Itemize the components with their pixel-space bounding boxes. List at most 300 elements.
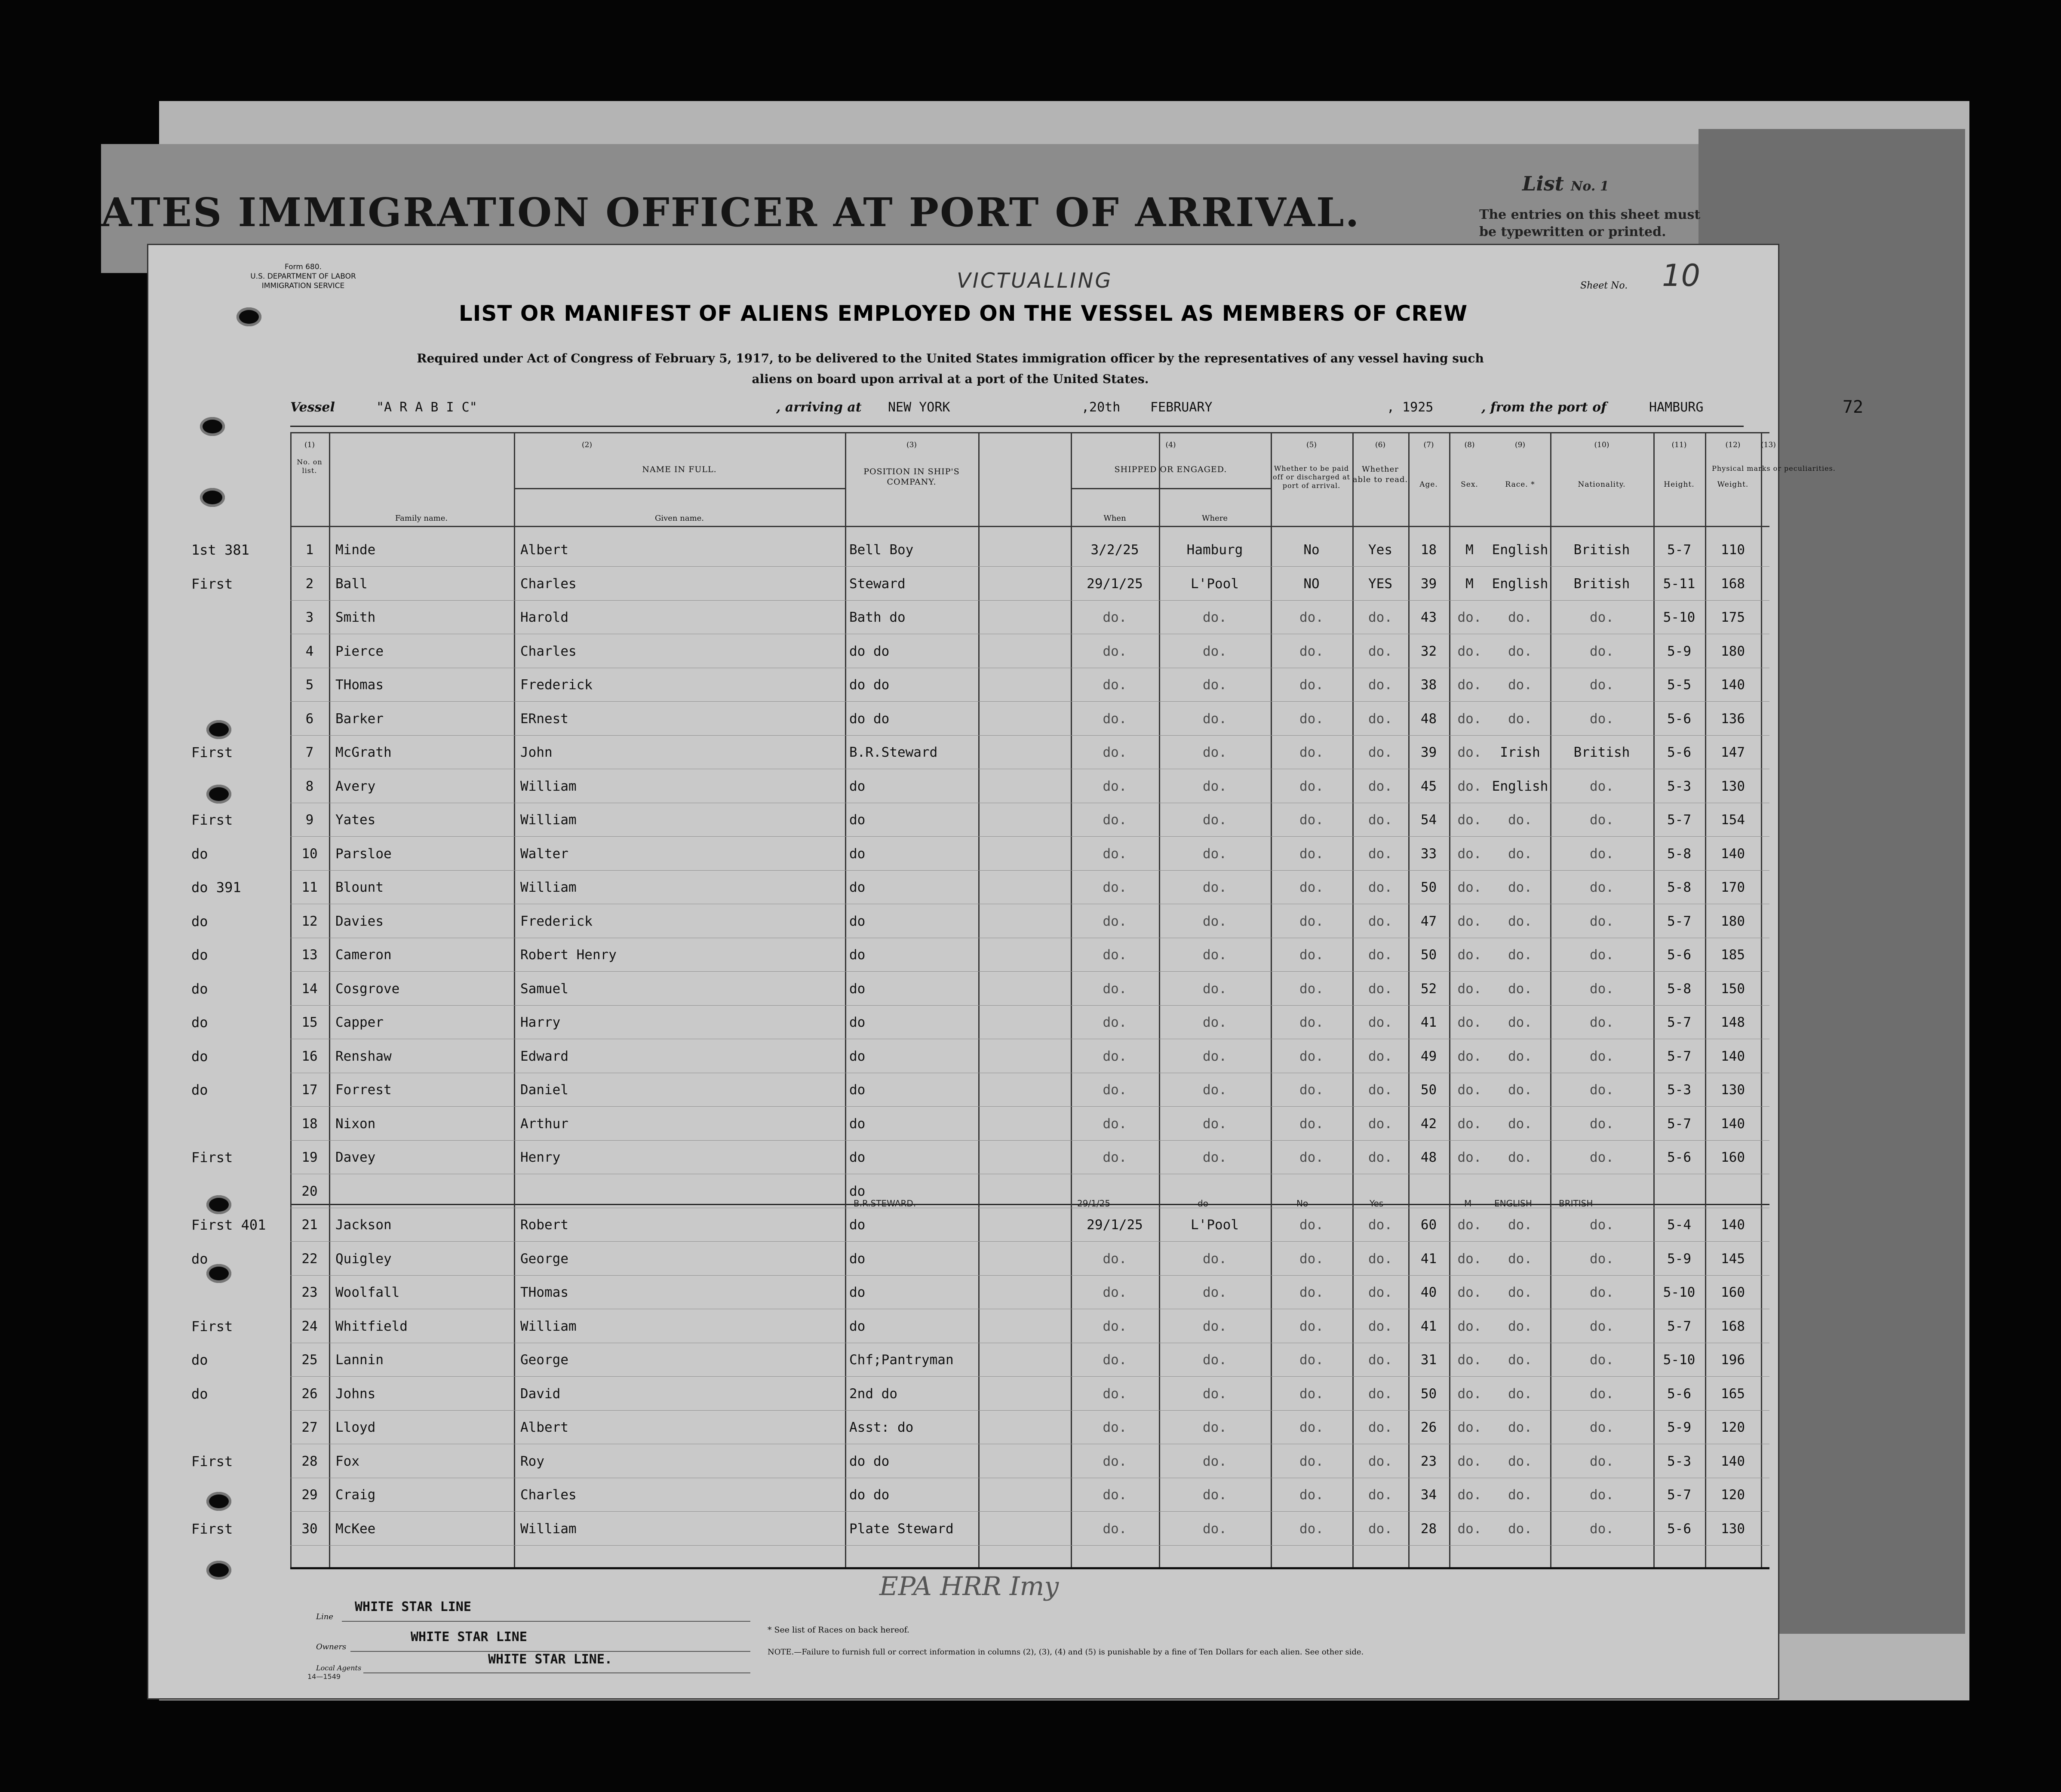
cell-paid: do. [1299,1285,1324,1300]
margin-note: do [191,947,208,963]
table-row [290,1242,1769,1276]
cell-race: do. [1508,1318,1532,1334]
cell-family: Quigley [335,1251,392,1267]
table-row [290,938,1769,972]
cell-nationality: do. [1590,880,1614,895]
cell-paid: do. [1299,1487,1324,1503]
cell-age: 54 [1420,812,1437,828]
cell-height: 5-7 [1667,1048,1691,1064]
cell-weight: 140 [1721,1116,1745,1132]
cell-no: 28 [301,1453,318,1469]
table-row [290,736,1769,769]
table-row [290,567,1769,601]
cell-race: do. [1508,1386,1532,1402]
margin-note: 1st 381 [191,542,249,558]
cell-weight: 130 [1721,1082,1745,1098]
cell-given: Robert Henry [520,947,617,963]
cell-family: Nixon [335,1116,376,1132]
col-num-5: (5) [1306,441,1317,449]
table-row [290,1208,1769,1242]
cell-race: do. [1508,1487,1532,1503]
cell-position: do [849,880,866,895]
cell-paid: do. [1299,677,1324,693]
cell-given: Harry [520,1015,561,1030]
cell-sex: do. [1457,1420,1482,1435]
table-top-rule [290,432,1769,433]
margin-note: do [191,845,208,862]
cell-height: 5-8 [1667,846,1691,862]
cell-read: do. [1368,1318,1392,1334]
cell-height: 5-7 [1667,812,1691,828]
row-20-note-where: do [1198,1198,1208,1209]
row-20-note-race: ENGLISH [1494,1198,1532,1209]
cell-sex: do. [1457,1521,1482,1537]
table-row [290,1141,1769,1174]
cell-family: Minde [335,542,376,558]
cell-given: Walter [520,846,568,862]
owners-label: Owners [316,1642,347,1651]
cell-height: 5-8 [1667,981,1691,997]
cell-family: Lloyd [335,1420,376,1435]
cell-read: Yes [1368,542,1392,558]
cell-no: 19 [301,1150,318,1165]
cell-race: do. [1508,643,1532,659]
cell-age: 50 [1420,1082,1437,1098]
cell-position: do [849,1217,866,1233]
cell-family: Cosgrove [335,981,400,997]
cell-when: do. [1103,1048,1127,1064]
cell-family: Woolfall [335,1285,400,1300]
cell-position: Bath do [849,610,906,625]
header-name-in-full: NAME IN FULL. [642,465,717,474]
margin-note: do [191,1352,208,1368]
shipped-sub-rule [1071,488,1271,489]
cell-no: 10 [301,846,318,862]
cell-age: 33 [1420,846,1437,862]
margin-note: First [191,1520,233,1537]
cell-read: do. [1368,1116,1392,1132]
cell-paid: do. [1299,1082,1324,1098]
cell-where: do. [1203,610,1227,625]
cell-weight: 175 [1721,610,1745,625]
cell-where: do. [1203,846,1227,862]
cell-age: 41 [1420,1015,1437,1030]
table-row [290,905,1769,938]
cell-weight: 165 [1721,1386,1745,1402]
cell-weight: 160 [1721,1150,1745,1165]
cell-family: Ball [335,576,368,592]
cell-family: Fox [335,1453,359,1469]
cell-age: 38 [1420,677,1437,693]
cell-given: Albert [520,1420,568,1435]
cell-race: do. [1508,1352,1532,1368]
cell-position: Plate Steward [849,1521,954,1537]
cell-family: Smith [335,610,376,625]
cell-paid: do. [1299,981,1324,997]
table-row [290,837,1769,871]
cell-weight: 196 [1721,1352,1745,1368]
cell-weight: 150 [1721,981,1745,997]
table-header-rule [290,526,1769,527]
cell-age: 50 [1420,1386,1437,1402]
cell-weight: 148 [1721,1015,1745,1030]
cell-no: 2 [305,576,314,592]
cell-sex: do. [1457,1082,1482,1098]
cell-family: Forrest [335,1082,392,1098]
cell-no: 8 [305,778,314,794]
cell-age: 43 [1420,610,1437,625]
cell-where: do. [1203,711,1227,727]
cell-given: William [520,1318,577,1334]
cell-position: do [849,778,866,794]
agents-value: WHITE STAR LINE. [488,1652,612,1667]
subheader-where: Where [1201,514,1228,523]
cell-read: do. [1368,1386,1392,1402]
cell-height: 5-3 [1667,1453,1691,1469]
cell-where: do. [1203,1150,1227,1165]
cell-sex: do. [1457,1116,1482,1132]
cell-no: 17 [301,1082,318,1098]
cell-sex: do. [1457,1015,1482,1030]
cell-age: 26 [1420,1420,1437,1435]
cell-where: do. [1203,1318,1227,1334]
cell-position: do do [849,1487,890,1503]
cell-no: 4 [305,643,314,659]
cell-race: do. [1508,880,1532,895]
cell-no: 16 [301,1048,318,1064]
vessel-label: Vessel [290,400,335,415]
cell-when: do. [1103,812,1127,828]
cell-race: do. [1508,1048,1532,1064]
cell-age: 39 [1420,745,1437,760]
cell-age: 32 [1420,643,1437,659]
cell-height: 5-7 [1667,1015,1691,1030]
signature: EPA HRR Imy [879,1571,1059,1602]
cell-no: 29 [301,1487,318,1503]
cell-weight: 168 [1721,1318,1745,1334]
cell-given: Samuel [520,981,568,997]
cell-nationality: do. [1590,1048,1614,1064]
background-note: The entries on this sheet must be typewritten or printed. [1479,207,1701,239]
cell-weight: 130 [1721,778,1745,794]
cell-position: do [849,981,866,997]
cell-no: 26 [301,1386,318,1402]
cell-position: do [849,1082,866,1098]
cell-read: do. [1368,745,1392,760]
row-20-note-sex: M [1464,1198,1472,1209]
cell-given: Charles [520,1487,577,1503]
punch-hole [200,488,225,507]
col-num-7: (7) [1423,441,1434,449]
cell-where: do. [1203,677,1227,693]
owners-value: WHITE STAR LINE [411,1629,527,1645]
col-num-2: (2) [581,441,593,449]
cell-family [335,1175,507,1208]
cell-given: David [520,1386,561,1402]
table-row [290,803,1769,837]
cell-no: 23 [301,1285,318,1300]
cell-height: 5-3 [1667,778,1691,794]
cell-no: 13 [301,947,318,963]
cell-where: do. [1203,745,1227,760]
cell-weight: 130 [1721,1521,1745,1537]
cell-given: Arthur [520,1116,568,1132]
arrival-port: NEW YORK [888,400,950,415]
cell-given [520,1175,843,1208]
cell-age: 41 [1420,1318,1437,1334]
cell-family: Davey [335,1150,376,1165]
cell-height: 5-6 [1667,1386,1691,1402]
cell-weight: 136 [1721,711,1745,727]
cell-paid: do. [1299,913,1324,929]
cell-read: do. [1368,846,1392,862]
cell-race: do. [1508,711,1532,727]
cell-position: 2nd do [849,1386,897,1402]
table-row [290,702,1769,736]
cell-position: do [849,1318,866,1334]
header-paid-off: Whether to be paid off or discharged at port of arrival. [1273,464,1350,490]
cell-position: do do [849,1453,890,1469]
cell-when: do. [1103,1015,1127,1030]
arriving-label: , arriving at [776,400,862,415]
cell-weight: 180 [1721,913,1745,929]
cell-position: do [849,913,866,929]
cell-when: 3/2/25 [1090,542,1139,558]
cell-age: 23 [1420,1453,1437,1469]
table-row [290,635,1769,668]
cell-paid: do. [1299,880,1324,895]
margin-note: First 401 [191,1217,266,1233]
cell-where: do. [1203,1251,1227,1267]
cell-nationality: do. [1590,1150,1614,1165]
cell-position: do do [849,677,890,693]
cell-when: do. [1103,1420,1127,1435]
cell-race: do. [1508,846,1532,862]
cell-race: do. [1508,1420,1532,1435]
cell-position: Chf;Pantryman [849,1352,954,1368]
cell-race: Irish [1500,745,1540,760]
cell-nationality: do. [1590,1015,1614,1030]
table-row [290,1073,1769,1107]
name-sub-rule [514,488,845,489]
cell-age: 45 [1420,778,1437,794]
cell-age: 31 [1420,1352,1437,1368]
cell-where: do. [1203,1015,1227,1030]
cell-where: do. [1203,1082,1227,1098]
cell-when: do. [1103,880,1127,895]
cell-weight: 147 [1721,745,1745,760]
from-port: HAMBURG [1649,400,1704,415]
margin-note: do [191,980,208,997]
cell-given: Daniel [520,1082,568,1098]
cell-race: do. [1508,1453,1532,1469]
subtitle-line-1: Required under Act of Congress of February 5, 1917, to be delivered to the United States immigration officer by the representatives of any vessel having such [417,351,1484,365]
cell-no: 21 [301,1217,318,1233]
cell-race: do. [1508,981,1532,997]
cell-where: do. [1203,1048,1227,1064]
punch-hole [237,307,261,326]
cell-nationality: do. [1590,1318,1614,1334]
cell-family: Barker [335,711,384,727]
cell-position: Asst: do [849,1420,914,1435]
cell-family: Renshaw [335,1048,392,1064]
cell-sex: do. [1457,812,1482,828]
cell-nationality: do. [1590,913,1614,929]
cell-when: do. [1103,677,1127,693]
cell-family: Lannin [335,1352,384,1368]
cell-when: do. [1103,1386,1127,1402]
sheet-number-label: Sheet No. [1580,280,1628,291]
table-row [290,1512,1769,1546]
cell-height: 5-9 [1667,1251,1691,1267]
table-row [290,1411,1769,1444]
col-num-1: (1) [304,441,315,449]
cell-paid: do. [1299,1150,1324,1165]
cell-height: 5-6 [1667,947,1691,963]
cell-nationality: do. [1590,1386,1614,1402]
department: U.S. DEPARTMENT OF LABOR [250,272,356,281]
col-num-10: (10) [1594,441,1609,449]
cell-family: Blount [335,880,384,895]
form-code: 14—1549 [307,1672,341,1681]
subheader-given-name: Given name. [654,514,704,523]
cell-race: English [1492,576,1548,592]
cell-sex: do. [1457,1352,1482,1368]
cell-paid: do. [1299,1015,1324,1030]
margin-note: do [191,1014,208,1031]
header-nationality: Nationality. [1578,480,1626,489]
cell-read: YES [1368,576,1392,592]
cell-height: 5-7 [1667,1487,1691,1503]
cell-read: do. [1368,1048,1392,1064]
background-list-label: List No. 1 [1522,172,1609,195]
cell-paid: No [1303,542,1320,558]
col-num-13: (13) [1761,441,1776,449]
arrival-year: , 1925 [1387,400,1434,415]
cell-paid: do. [1299,1217,1324,1233]
cell-no: 30 [301,1521,318,1537]
cell-given: Charles [520,643,577,659]
cell-height: 5-5 [1667,677,1691,693]
cell-nationality: do. [1590,1116,1614,1132]
cell-age: 42 [1420,1116,1437,1132]
punch-hole [200,417,225,436]
cell-weight: 168 [1721,576,1745,592]
cell-given: Henry [520,1150,561,1165]
cell-read: do. [1368,677,1392,693]
cell-nationality: do. [1590,812,1614,828]
cell-given: William [520,812,577,828]
cell-paid: do. [1299,778,1324,794]
cell-no: 7 [305,745,314,760]
form-info [234,262,372,291]
cell-read: do. [1368,1420,1392,1435]
cell-no: 27 [301,1420,318,1435]
cell-given: Albert [520,542,568,558]
cell-position: do [849,1048,866,1064]
cell-family: THomas [335,677,384,693]
cell-paid: do. [1299,1521,1324,1537]
cell-family: Davies [335,913,384,929]
service: IMMIGRATION SERVICE [261,282,345,290]
cell-height: 5-9 [1667,643,1691,659]
cell-given: Roy [520,1453,544,1469]
cell-no: 24 [301,1318,318,1334]
cell-age: 60 [1420,1217,1437,1233]
cell-nationality: do. [1590,1521,1614,1537]
cell-nationality: British [1573,542,1630,558]
header-able-read: Whether able to read. [1352,465,1408,484]
cell-weight: 170 [1721,880,1745,895]
margin-note: First [191,575,233,592]
cell-nationality: do. [1590,1420,1614,1435]
cell-position: do [849,1251,866,1267]
cell-when: do. [1103,643,1127,659]
cell-weight: 154 [1721,812,1745,828]
cell-where: do. [1203,1420,1227,1435]
footer-rule [290,1567,1769,1569]
cell-height: 5-4 [1667,1217,1691,1233]
cell-paid: do. [1299,846,1324,862]
cell-paid: NO [1303,576,1320,592]
table-row [290,601,1769,634]
cell-where: Hamburg [1186,542,1243,558]
races-note: * See list of Races on back hereof. [768,1625,909,1635]
cell-when: do. [1103,1116,1127,1132]
cell-paid [1271,1175,1352,1208]
line-label: Line [316,1612,333,1621]
cell-sex: M [1465,542,1474,558]
cell-nationality: do. [1590,947,1614,963]
cell-sex: do. [1457,1386,1482,1402]
cell-family: McKee [335,1521,376,1537]
cell-nationality: do. [1590,711,1614,727]
cell-paid: do. [1299,1352,1324,1368]
cell-sex: do. [1457,846,1482,862]
cell-position: B.R.Steward [849,745,938,760]
subheader-when: When [1103,514,1126,523]
cell-height: 5-6 [1667,1150,1691,1165]
cell-where: do. [1203,1352,1227,1368]
cell-height: 5-6 [1667,745,1691,760]
cell-weight: 140 [1721,1453,1745,1469]
manifest-sheet [148,245,1864,1698]
cell-no: 25 [301,1352,318,1368]
cell-age: 48 [1420,711,1437,727]
row-20-note-read: Yes [1370,1198,1384,1209]
cell-where: do. [1203,981,1227,997]
cell-when: do. [1103,1318,1127,1334]
header-sex: Sex. [1461,480,1478,489]
cell-race: do. [1508,812,1532,828]
cell-read: do. [1368,981,1392,997]
cell-family: Jackson [335,1217,392,1233]
cell-position: Bell Boy [849,542,914,558]
cell-when: do. [1103,1352,1127,1368]
cell-sex: do. [1457,711,1482,727]
cell-nationality: British [1573,576,1630,592]
cell-no: 3 [305,610,314,625]
cell-paid: do. [1299,1420,1324,1435]
arrival-day: ,20th [1081,400,1121,415]
header-position: POSITION IN SHIP'S COMPANY. [863,467,960,487]
cell-age: 28 [1420,1521,1437,1537]
cell-paid: do. [1299,610,1324,625]
header-weight: Weight. [1717,480,1749,489]
cell-given: William [520,1521,577,1537]
cell-nationality: do. [1590,981,1614,997]
handwritten-heading: VICTUALLING [957,269,1113,293]
